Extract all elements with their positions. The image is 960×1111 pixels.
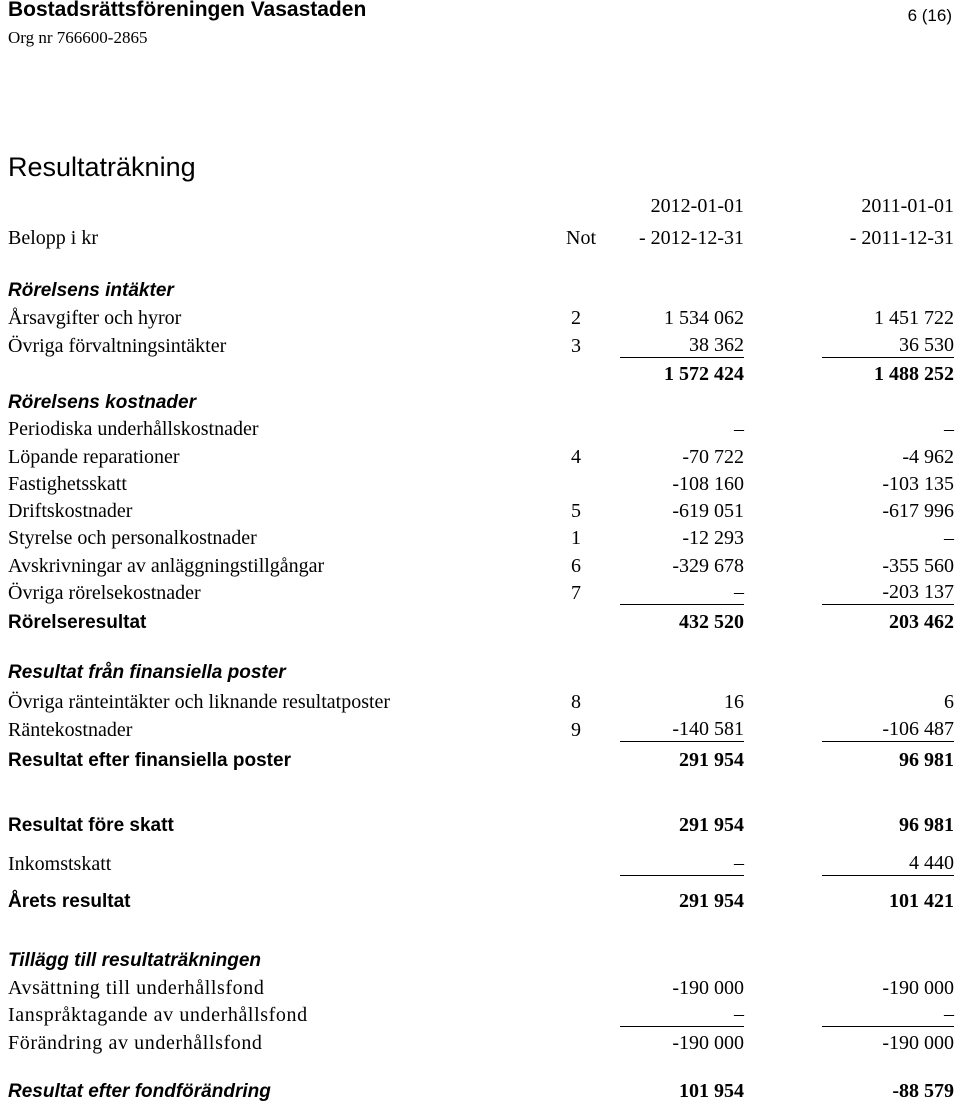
table-row	[0, 445, 960, 473]
row-note: 7	[571, 582, 581, 604]
row-label: Fastighetsskatt	[8, 473, 127, 495]
row-value-2012: –	[620, 581, 744, 605]
note-column-header: Not	[566, 227, 596, 249]
amount-unit-label: Belopp i kr	[8, 227, 98, 249]
row-note: 8	[571, 691, 581, 713]
row-label: Rörelsens kostnader	[8, 392, 196, 413]
row-label: Periodiska underhållskostnader	[8, 418, 259, 440]
table-row	[0, 718, 960, 746]
table-row	[0, 581, 960, 609]
period1-start: 2012-01-01	[650, 195, 744, 217]
row-value-2011: 96 981	[899, 749, 954, 771]
table-row	[0, 813, 960, 841]
row-label: Räntekostnader	[8, 719, 133, 741]
row-value-2011: -190 000	[882, 977, 954, 999]
table-row	[0, 852, 960, 880]
table-row	[0, 499, 960, 527]
table-row	[0, 1003, 960, 1031]
table-row	[0, 1031, 960, 1059]
table-row	[0, 334, 960, 362]
row-value-2011: -4 962	[902, 446, 954, 468]
row-label: Avsättning till underhållsfond	[8, 977, 265, 999]
row-value-2011: –	[944, 527, 954, 549]
row-value-2012: 1 572 424	[664, 363, 744, 385]
row-label: Ianspråktagande av underhållsfond	[8, 1004, 308, 1026]
table-row	[0, 1079, 960, 1107]
row-value-2011: 4 440	[822, 852, 954, 876]
row-label: Resultat efter fondförändring	[8, 1081, 271, 1102]
row-value-2011: 203 462	[889, 611, 954, 633]
table-row	[0, 278, 960, 306]
table-row	[0, 610, 960, 638]
table-row	[0, 362, 960, 390]
row-value-2011: 1 451 722	[874, 307, 954, 329]
organization-number: Org nr 766600-2865	[8, 28, 148, 47]
row-value-2012: 291 954	[679, 814, 744, 836]
row-label: Rörelseresultat	[8, 612, 147, 633]
row-value-2012: 432 520	[679, 611, 744, 633]
row-note: 4	[571, 446, 581, 468]
row-value-2011: –	[944, 418, 954, 440]
row-label: Rörelsens intäkter	[8, 280, 174, 301]
row-value-2012: 291 954	[679, 890, 744, 912]
row-value-2012: -70 722	[682, 446, 744, 468]
table-row	[0, 748, 960, 776]
row-value-2012: –	[620, 1003, 744, 1027]
row-label: Årsavgifter och hyror	[8, 307, 182, 329]
row-value-2012: -140 581	[620, 718, 744, 742]
table-row	[0, 526, 960, 554]
row-value-2012: 38 362	[620, 334, 744, 358]
row-label: Övriga rörelsekostnader	[8, 582, 201, 604]
row-value-2011: -88 579	[892, 1080, 954, 1102]
table-row	[0, 690, 960, 718]
row-value-2011: 36 530	[822, 334, 954, 358]
row-value-2012: 101 954	[679, 1080, 744, 1102]
row-value-2012: -190 000	[672, 1032, 744, 1054]
row-label: Årets resultat	[8, 891, 131, 912]
period2-start: 2011-01-01	[861, 195, 954, 217]
row-note: 2	[571, 307, 581, 329]
row-label: Resultat efter finansiella poster	[8, 750, 291, 771]
row-value-2011: 96 981	[899, 814, 954, 836]
row-note: 9	[571, 719, 581, 741]
table-row	[0, 390, 960, 418]
row-label: Avskrivningar av anläggningstillgångar	[8, 555, 325, 577]
row-value-2012: 16	[724, 691, 744, 713]
row-value-2012: -108 160	[672, 473, 744, 495]
row-note: 5	[571, 500, 581, 522]
row-label: Övriga förvaltningsintäkter	[8, 335, 227, 357]
row-label: Förändring av underhållsfond	[8, 1032, 263, 1054]
row-label: Övriga ränteintäkter och liknande resultatposter	[8, 691, 391, 713]
row-value-2012: –	[734, 418, 744, 440]
table-row	[0, 660, 960, 688]
table-row	[0, 472, 960, 500]
table-row	[0, 554, 960, 582]
period2-end: - 2011-12-31	[849, 227, 954, 249]
row-label: Resultat före skatt	[8, 815, 174, 836]
row-value-2012: 1 534 062	[664, 307, 744, 329]
page-number: 6 (16)	[907, 6, 952, 25]
row-label: Styrelse och personalkostnader	[8, 527, 257, 549]
table-row	[0, 306, 960, 334]
row-label: Resultat från finansiella poster	[8, 662, 286, 683]
table-row	[0, 948, 960, 976]
row-value-2011: -617 996	[882, 500, 954, 522]
organization-name: Bostadsrättsföreningen Vasastaden	[8, 0, 367, 21]
row-label: Tillägg till resultaträkningen	[8, 950, 262, 971]
period1-end: - 2012-12-31	[639, 227, 744, 249]
row-value-2012: -329 678	[672, 555, 744, 577]
row-value-2012: –	[620, 852, 744, 876]
row-value-2012: -12 293	[682, 527, 744, 549]
row-value-2011: 101 421	[889, 890, 954, 912]
row-note: 3	[571, 335, 581, 357]
row-value-2011: 6	[944, 691, 954, 713]
row-value-2011: -103 135	[882, 473, 954, 495]
table-row	[0, 976, 960, 1004]
row-value-2011: -203 137	[822, 581, 954, 605]
row-note: 6	[571, 555, 581, 577]
row-value-2011: -190 000	[882, 1032, 954, 1054]
row-label: Löpande reparationer	[8, 446, 180, 468]
row-label: Driftskostnader	[8, 500, 133, 522]
row-value-2012: 291 954	[679, 749, 744, 771]
page-title: Resultaträkning	[8, 152, 196, 182]
row-value-2012: -190 000	[672, 977, 744, 999]
row-note: 1	[571, 527, 581, 549]
table-row	[0, 889, 960, 917]
table-row	[0, 417, 960, 445]
row-label: Inkomstskatt	[8, 853, 112, 875]
row-value-2011: -355 560	[882, 555, 954, 577]
row-value-2011: –	[822, 1003, 954, 1027]
row-value-2011: -106 487	[822, 718, 954, 742]
row-value-2011: 1 488 252	[874, 363, 954, 385]
row-value-2012: -619 051	[672, 500, 744, 522]
